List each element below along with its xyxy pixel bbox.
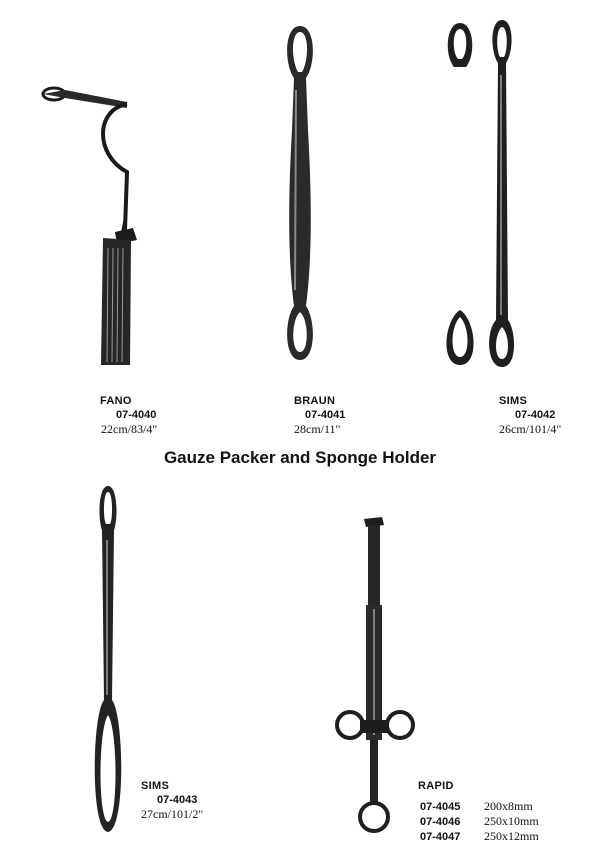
product-size-braun: 28cm/11": [294, 422, 341, 436]
variant-row: [420, 825, 539, 844]
variant-code: 07-4046: [420, 816, 461, 828]
product-code-sims-top: 07-4042: [515, 409, 556, 421]
variant-size: 250x10mm: [484, 814, 539, 828]
product-name-rapid: RAPID: [418, 780, 454, 792]
section-heading: Gauze Packer and Sponge Holder: [163, 448, 437, 467]
product-size-sims-top: 26cm/101/4": [499, 422, 562, 436]
variant-size: 250x12mm: [484, 829, 539, 843]
sims-ring-icon: [80, 480, 140, 840]
product-name-sims-top: SIMS: [499, 395, 528, 407]
braun-instrument-icon: [270, 20, 330, 370]
variant-size: 200x8mm: [484, 799, 533, 813]
product-code-braun: 07-4041: [305, 409, 346, 421]
sims-double-ended-icon: [430, 15, 540, 375]
product-size-fano: 22cm/83/4": [101, 422, 158, 436]
product-name-braun: BRAUN: [294, 395, 336, 407]
product-code-sims-bottom: 07-4043: [157, 794, 198, 806]
fano-instrument-icon: [35, 80, 145, 380]
variant-code: 07-4047: [420, 831, 461, 843]
product-code-fano: 07-4040: [116, 409, 157, 421]
product-name-sims-bottom: SIMS: [141, 780, 170, 792]
variant-code: 07-4045: [420, 801, 461, 813]
product-size-sims-bottom: 27cm/101/2": [141, 807, 204, 821]
product-name-fano: FANO: [100, 395, 132, 407]
